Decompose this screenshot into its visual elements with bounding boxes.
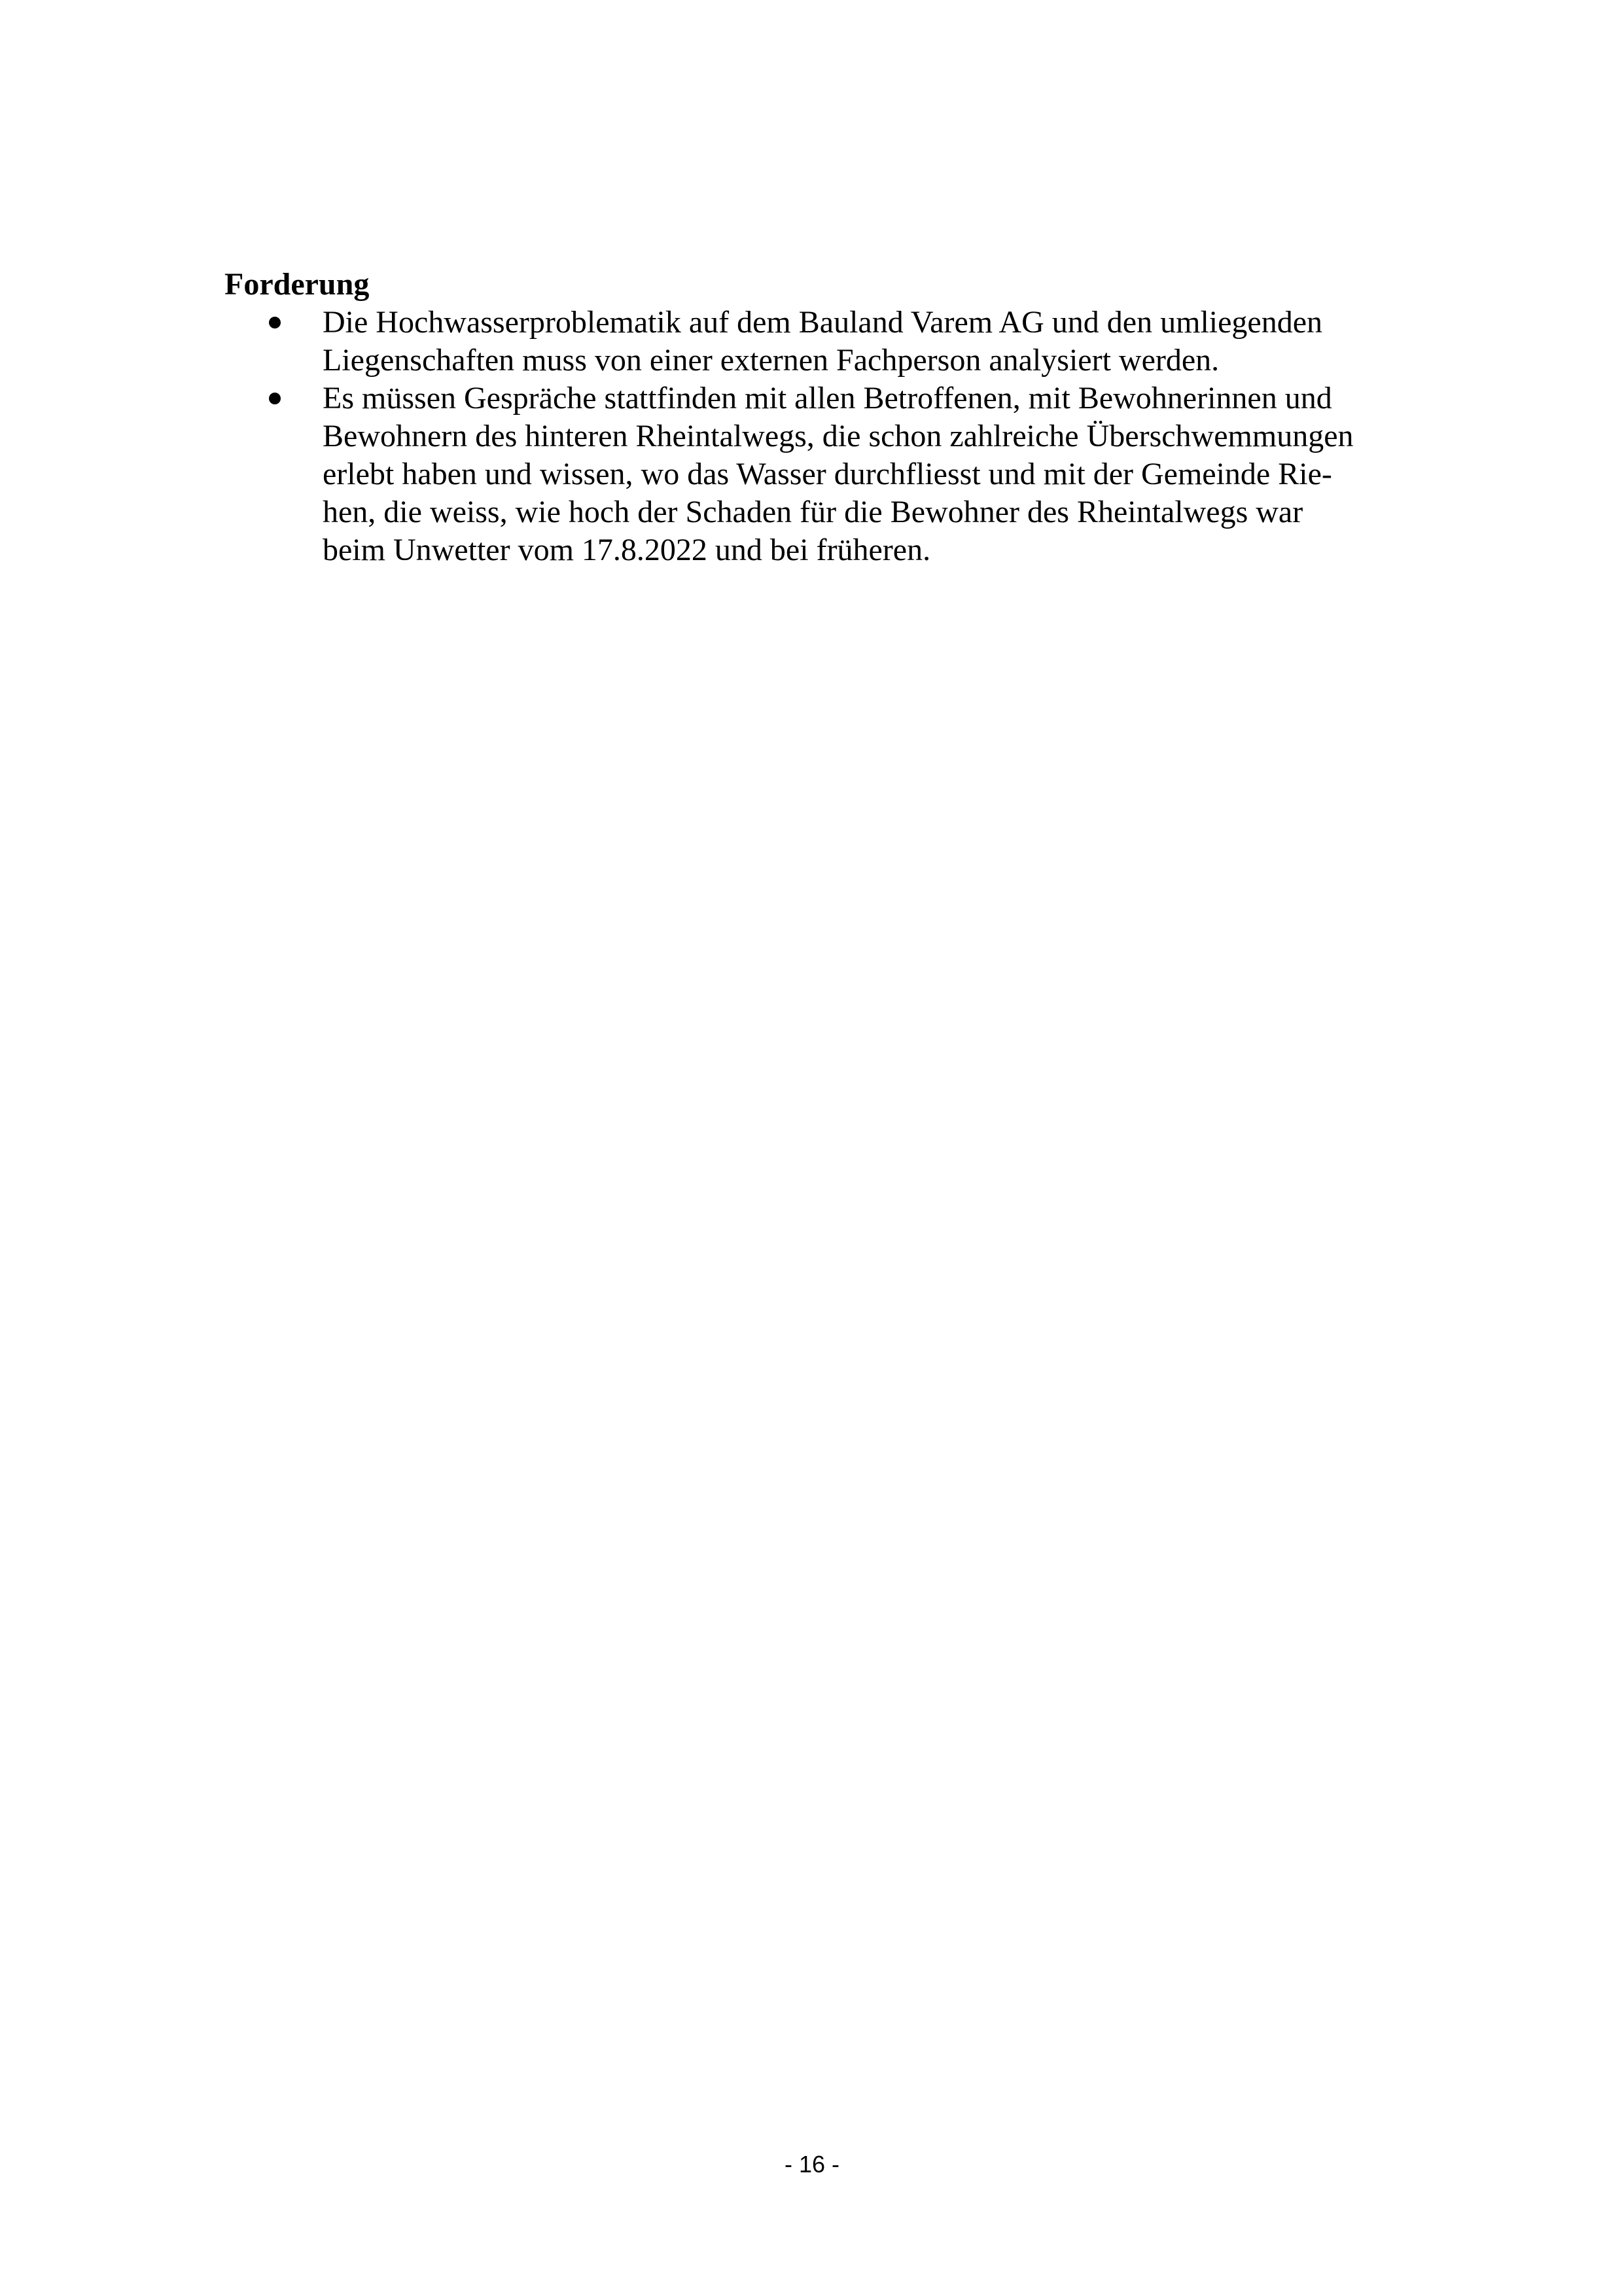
- section-heading: Forderung: [224, 267, 370, 302]
- list-item-line: Bewohnern des hinteren Rheintalwegs, die schon zahlreiche Überschwemmungen: [323, 419, 1354, 453]
- forderung-section: [224, 266, 1415, 569]
- list-item: [224, 304, 1415, 380]
- list-item: [224, 380, 1415, 569]
- list-item-line: hen, die weiss, wie hoch der Schaden für die Bewohner des Rheintalwegs war: [323, 495, 1303, 529]
- list-item-line: Es müssen Gespräche stattfinden mit allen Betroffenen, mit Bewohnerinnen und: [323, 381, 1332, 415]
- page-number: - 16 -: [784, 2151, 840, 2178]
- list-item-line: Die Hochwasserproblematik auf dem Bauland Varem AG und den umliegenden: [323, 305, 1323, 340]
- bullet-list: [224, 304, 1415, 569]
- list-item-line: beim Unwetter vom 17.8.2022 und bei früheren.: [323, 533, 931, 567]
- list-item-line: Liegenschaften muss von einer externen Fachperson analysiert werden.: [323, 343, 1220, 378]
- list-item-line: erlebt haben und wissen, wo das Wasser durchfliesst und mit der Gemeinde Rie-: [323, 457, 1332, 491]
